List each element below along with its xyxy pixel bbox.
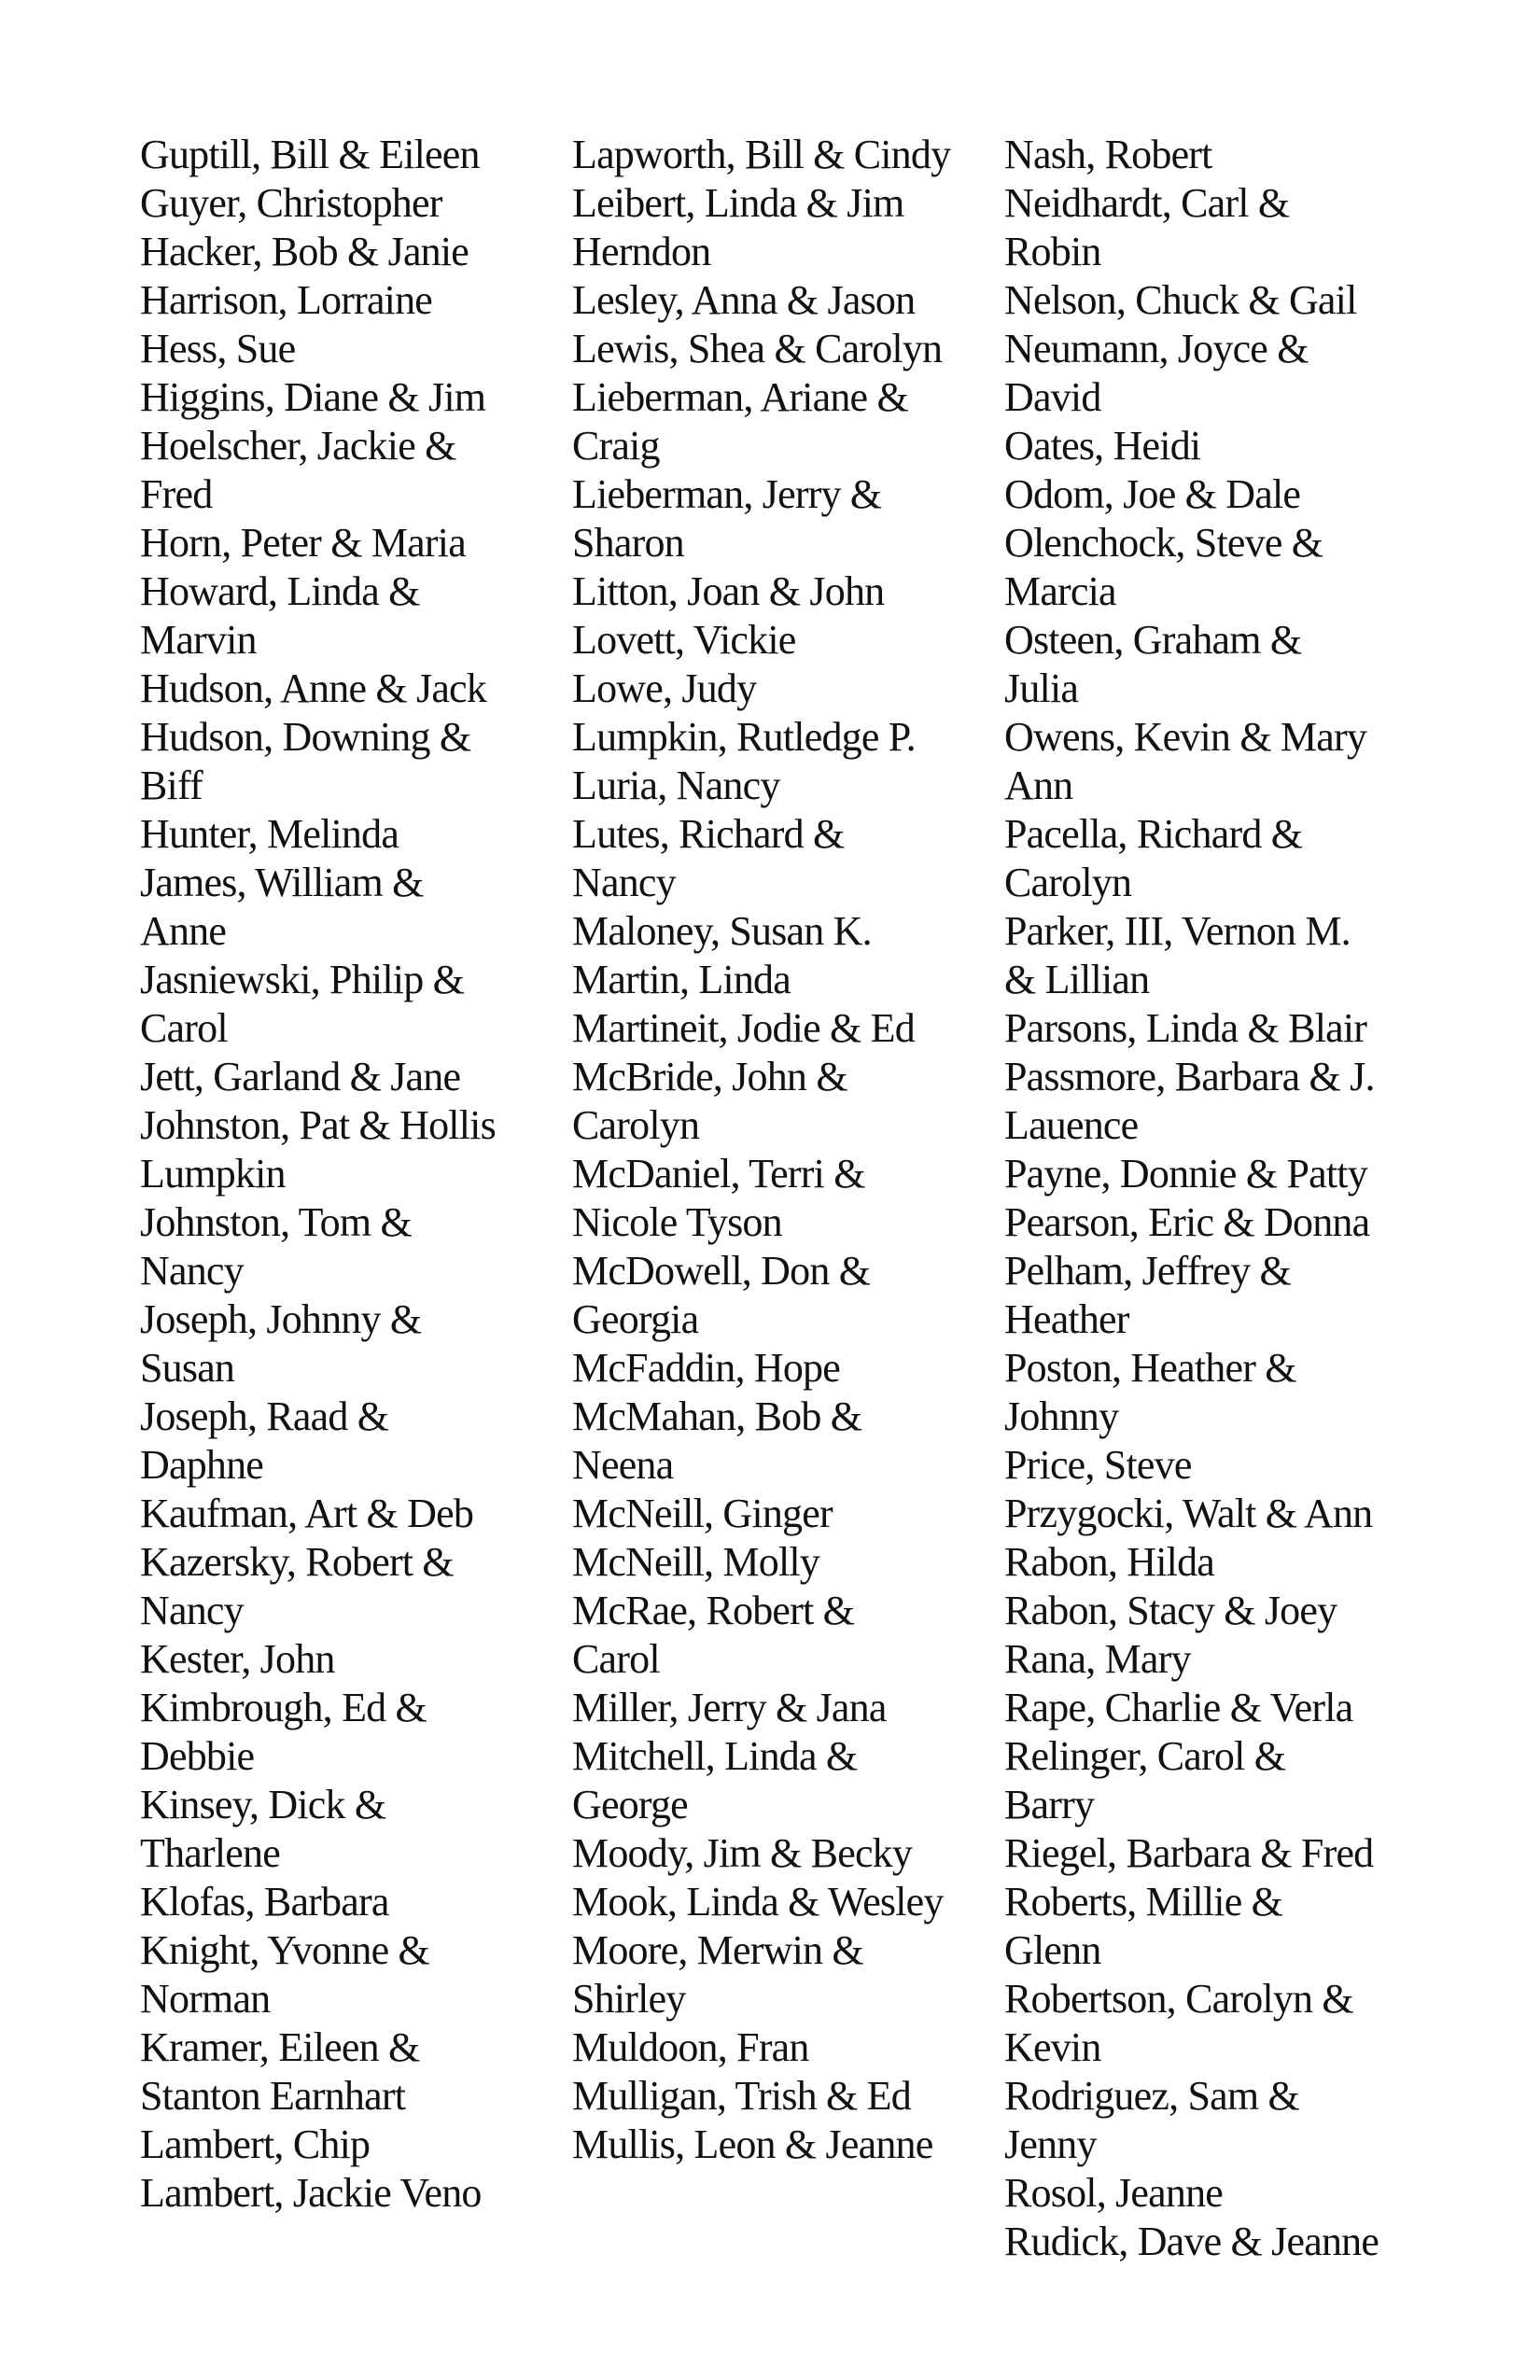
name-entry bbox=[572, 2121, 983, 2169]
name-entry-line: Harrison, Lorraine bbox=[140, 277, 433, 323]
name-entry-line: Owens, Kevin & Mary bbox=[1004, 714, 1367, 760]
name-entry-line: Ann bbox=[1004, 763, 1073, 808]
name-entry bbox=[572, 1150, 983, 1247]
name-entry-line: Przygocki, Walt & Ann bbox=[1004, 1491, 1373, 1536]
name-entry-line: Lumpkin, Rutledge P. bbox=[572, 714, 916, 760]
name-entry bbox=[140, 1538, 551, 1635]
name-entry bbox=[1004, 1053, 1415, 1150]
name-entry-line: Rudick, Dave & Jeanne bbox=[1004, 2219, 1379, 2264]
name-entry-line: Guptill, Bill & Eileen bbox=[140, 132, 480, 177]
name-entry-line: Moore, Merwin & bbox=[572, 1927, 863, 1973]
name-entry bbox=[572, 665, 983, 713]
name-entry bbox=[1004, 1635, 1415, 1684]
name-entry-line: David bbox=[1004, 374, 1101, 420]
name-entry bbox=[1004, 519, 1415, 616]
name-entry bbox=[1004, 1198, 1415, 1247]
name-entry-line: Neidhardt, Carl & bbox=[1004, 180, 1290, 226]
name-entry bbox=[572, 1878, 983, 1926]
name-entry bbox=[140, 859, 551, 956]
name-entry-line: Pearson, Eric & Donna bbox=[1004, 1199, 1370, 1245]
name-entry-line: Luria, Nancy bbox=[572, 763, 780, 808]
name-entry bbox=[572, 1538, 983, 1587]
name-entry-line: Martineit, Jodie & Ed bbox=[572, 1005, 915, 1051]
name-entry bbox=[572, 713, 983, 762]
name-entry-line: Kester, John bbox=[140, 1636, 335, 1682]
name-entry-line: Miller, Jerry & Jana bbox=[572, 1685, 887, 1730]
name-entry-line: Relinger, Carol & bbox=[1004, 1733, 1286, 1779]
name-entry-line: Hunter, Melinda bbox=[140, 811, 399, 857]
name-entry bbox=[572, 1004, 983, 1053]
name-entry bbox=[572, 1829, 983, 1878]
name-entry bbox=[140, 325, 551, 373]
name-entry bbox=[1004, 1975, 1415, 2072]
name-entry-line: Lesley, Anna & Jason bbox=[572, 277, 916, 323]
name-entry bbox=[140, 665, 551, 713]
name-entry-line: Rana, Mary bbox=[1004, 1636, 1191, 1682]
name-entry-line: James, William & bbox=[140, 860, 424, 905]
name-entry bbox=[1004, 2169, 1415, 2218]
name-entry bbox=[1004, 1247, 1415, 1344]
name-entry-line: Jett, Garland & Jane bbox=[140, 1054, 461, 1099]
name-entry bbox=[572, 1732, 983, 1829]
name-entry-line: Parker, III, Vernon M. bbox=[1004, 908, 1351, 954]
name-entry-line: McNeill, Ginger bbox=[572, 1491, 833, 1536]
name-entry bbox=[140, 1635, 551, 1684]
name-entry-line: Kinsey, Dick & bbox=[140, 1782, 386, 1827]
name-entry bbox=[140, 1926, 551, 2023]
name-entry bbox=[572, 1247, 983, 1344]
name-entry bbox=[572, 1393, 983, 1490]
name-entry bbox=[140, 2023, 551, 2121]
name-entry-line: Marcia bbox=[1004, 568, 1116, 614]
name-entry bbox=[572, 810, 983, 907]
name-entry-line: Litton, Joan & John bbox=[572, 568, 885, 614]
name-column-3 bbox=[1004, 131, 1415, 2266]
name-entry-line: Shirley bbox=[572, 1976, 686, 2022]
name-entry bbox=[140, 567, 551, 665]
name-entry-line: Kevin bbox=[1004, 2024, 1101, 2070]
name-entry bbox=[1004, 1490, 1415, 1538]
name-entry-line: Howard, Linda & bbox=[140, 568, 420, 614]
name-entry-line: Hacker, Bob & Janie bbox=[140, 229, 469, 274]
name-entry bbox=[572, 131, 983, 179]
name-entry-line: McMahan, Bob & bbox=[572, 1393, 862, 1439]
name-entry bbox=[572, 1053, 983, 1150]
name-entry-line: Glenn bbox=[1004, 1927, 1101, 1973]
name-entry bbox=[1004, 1150, 1415, 1198]
name-entry bbox=[572, 567, 983, 616]
name-entry-line: Parsons, Linda & Blair bbox=[1004, 1005, 1367, 1051]
name-entry bbox=[140, 1781, 551, 1878]
name-entry bbox=[572, 1684, 983, 1732]
name-entry-line: Fred bbox=[140, 471, 213, 517]
name-entry bbox=[1004, 1538, 1415, 1587]
name-entry-line: Daphne bbox=[140, 1442, 264, 1488]
name-entry-line: Jenny bbox=[1004, 2121, 1097, 2167]
name-entry-line: Hudson, Downing & bbox=[140, 714, 471, 760]
name-entry bbox=[140, 1393, 551, 1490]
name-entry-line: Passmore, Barbara & J. bbox=[1004, 1054, 1375, 1099]
name-entry-line: Biff bbox=[140, 763, 203, 808]
name-entry-line: Kaufman, Art & Deb bbox=[140, 1491, 474, 1536]
name-entry-line: Roberts, Millie & bbox=[1004, 1879, 1283, 1925]
name-entry-line: McRae, Robert & bbox=[572, 1588, 855, 1633]
name-entry-line: Knight, Yvonne & bbox=[140, 1927, 429, 1973]
name-entry-line: Rosol, Jeanne bbox=[1004, 2170, 1224, 2216]
name-entry-line: Tharlene bbox=[140, 1830, 280, 1876]
name-entry bbox=[572, 2023, 983, 2072]
name-entry-line: Johnny bbox=[1004, 1393, 1119, 1439]
name-entry-line: Neumann, Joyce & bbox=[1004, 326, 1309, 371]
name-entry-line: Lovett, Vickie bbox=[572, 617, 796, 663]
name-entry-line: Heather bbox=[1004, 1296, 1129, 1342]
name-entry-line: Julia bbox=[1004, 665, 1079, 711]
name-entry-line: Moody, Jim & Becky bbox=[572, 1830, 913, 1876]
name-entry bbox=[1004, 810, 1415, 907]
name-entry-line: McNeill, Molly bbox=[572, 1539, 820, 1585]
name-entry-line: Carolyn bbox=[1004, 860, 1132, 905]
name-entry-line: Muldoon, Fran bbox=[572, 2024, 809, 2070]
name-column-1 bbox=[140, 131, 551, 2218]
name-entry-line: Hess, Sue bbox=[140, 326, 296, 371]
name-entry-line: Kramer, Eileen & bbox=[140, 2024, 420, 2070]
name-entry-line: Robertson, Carolyn & bbox=[1004, 1976, 1353, 2022]
name-entry bbox=[1004, 1732, 1415, 1829]
name-entry bbox=[140, 713, 551, 810]
name-entry bbox=[1004, 907, 1415, 1004]
name-entry-line: Rabon, Hilda bbox=[1004, 1539, 1215, 1585]
name-entry-line: Higgins, Diane & Jim bbox=[140, 374, 486, 420]
name-entry bbox=[140, 1490, 551, 1538]
name-entry-line: Mullis, Leon & Jeanne bbox=[572, 2121, 933, 2167]
name-entry-line: Lauence bbox=[1004, 1102, 1139, 1148]
name-entry-line: Mitchell, Linda & bbox=[572, 1733, 858, 1779]
name-entry bbox=[140, 131, 551, 179]
name-entry bbox=[140, 2169, 551, 2218]
name-entry-line: Mulligan, Trish & Ed bbox=[572, 2073, 911, 2119]
name-entry-line: Nash, Robert bbox=[1004, 132, 1212, 177]
name-entry-line: & Lillian bbox=[1004, 957, 1150, 1002]
name-entry bbox=[1004, 2072, 1415, 2169]
name-entry bbox=[572, 325, 983, 373]
name-entry-line: Riegel, Barbara & Fred bbox=[1004, 1830, 1374, 1876]
name-entry-line: McDowell, Don & bbox=[572, 1248, 871, 1294]
name-entry-line: Debbie bbox=[140, 1733, 255, 1779]
name-entry-line: Joseph, Raad & bbox=[140, 1393, 389, 1439]
name-entry bbox=[572, 373, 983, 470]
name-entry-line: Nancy bbox=[572, 860, 676, 905]
name-entry bbox=[1004, 325, 1415, 422]
name-entry-line: Price, Steve bbox=[1004, 1442, 1192, 1488]
name-entry-line: Horn, Peter & Maria bbox=[140, 520, 466, 566]
name-entry bbox=[140, 810, 551, 859]
name-entry-line: Neena bbox=[572, 1442, 674, 1488]
name-entry bbox=[140, 179, 551, 228]
name-entry-line: Maloney, Susan K. bbox=[572, 908, 872, 954]
name-entry-line: Marvin bbox=[140, 617, 257, 663]
name-entry bbox=[572, 470, 983, 567]
name-entry-line: Joseph, Johnny & bbox=[140, 1296, 422, 1342]
name-entry bbox=[572, 1344, 983, 1393]
name-entry-line: Guyer, Christopher bbox=[140, 180, 442, 226]
name-entry bbox=[1004, 131, 1415, 179]
name-entry bbox=[140, 1198, 551, 1295]
name-entry-line: Anne bbox=[140, 908, 227, 954]
name-entry-line: Robin bbox=[1004, 229, 1101, 274]
name-entry-line: Carol bbox=[572, 1636, 660, 1682]
name-entry-line: McFaddin, Hope bbox=[572, 1345, 840, 1391]
name-entry-line: Odom, Joe & Dale bbox=[1004, 471, 1301, 517]
name-entry bbox=[140, 956, 551, 1053]
name-entry bbox=[140, 373, 551, 422]
name-entry-line: Lutes, Richard & bbox=[572, 811, 845, 857]
name-entry-line: Rape, Charlie & Verla bbox=[1004, 1685, 1353, 1730]
name-entry-line: Johnston, Tom & bbox=[140, 1199, 412, 1245]
name-entry-line: Lapworth, Bill & Cindy bbox=[572, 132, 951, 177]
name-entry-line: Oates, Heidi bbox=[1004, 423, 1201, 469]
name-entry bbox=[572, 2072, 983, 2121]
name-entry bbox=[1004, 2218, 1415, 2266]
name-entry bbox=[1004, 1004, 1415, 1053]
name-entry-line: Barry bbox=[1004, 1782, 1095, 1827]
name-entry-line: Lumpkin bbox=[140, 1151, 286, 1197]
name-entry-line: Johnston, Pat & Hollis bbox=[140, 1102, 496, 1148]
name-entry-line: Pacella, Richard & bbox=[1004, 811, 1303, 857]
name-entry-line: Osteen, Graham & bbox=[1004, 617, 1302, 663]
name-entry-line: Carolyn bbox=[572, 1102, 700, 1148]
name-entry bbox=[140, 422, 551, 519]
name-entry bbox=[1004, 1684, 1415, 1732]
name-entry-line: Rabon, Stacy & Joey bbox=[1004, 1588, 1337, 1633]
name-entry-line: Nancy bbox=[140, 1248, 244, 1294]
name-entry bbox=[572, 762, 983, 810]
name-entry-line: Herndon bbox=[572, 229, 711, 274]
name-entry-line: Mook, Linda & Wesley bbox=[572, 1879, 944, 1925]
name-entry-line: Kimbrough, Ed & bbox=[140, 1685, 427, 1730]
name-entry bbox=[572, 179, 983, 276]
name-entry-line: Stanton Earnhart bbox=[140, 2073, 406, 2119]
name-entry bbox=[140, 228, 551, 276]
name-entry-line: George bbox=[572, 1782, 688, 1827]
name-column-2 bbox=[572, 131, 983, 2169]
name-entry bbox=[1004, 470, 1415, 519]
name-entry bbox=[140, 276, 551, 325]
name-entry bbox=[140, 1053, 551, 1101]
name-entry bbox=[140, 1295, 551, 1393]
name-entry-line: Lambert, Jackie Veno bbox=[140, 2170, 482, 2216]
name-entry-line: Carol bbox=[140, 1005, 228, 1051]
name-entry-line: Hudson, Anne & Jack bbox=[140, 665, 486, 711]
name-entry-line: Poston, Heather & bbox=[1004, 1345, 1296, 1391]
name-entry-line: Leibert, Linda & Jim bbox=[572, 180, 904, 226]
name-entry bbox=[1004, 616, 1415, 713]
name-entry bbox=[1004, 1441, 1415, 1490]
name-entry-line: McDaniel, Terri & bbox=[572, 1151, 865, 1197]
name-entry-line: Nancy bbox=[140, 1588, 244, 1633]
name-entry bbox=[572, 1926, 983, 2023]
name-entry-line: Lowe, Judy bbox=[572, 665, 757, 711]
name-entry bbox=[1004, 713, 1415, 810]
name-entry bbox=[1004, 276, 1415, 325]
name-entry-line: Rodriguez, Sam & bbox=[1004, 2073, 1299, 2119]
name-entry-line: Hoelscher, Jackie & bbox=[140, 423, 456, 469]
name-entry-line: Payne, Donnie & Patty bbox=[1004, 1151, 1367, 1197]
name-entry-line: Kazersky, Robert & bbox=[140, 1539, 454, 1585]
name-entry bbox=[572, 1490, 983, 1538]
name-entry bbox=[1004, 179, 1415, 276]
name-entry bbox=[140, 1878, 551, 1926]
name-entry-line: Nicole Tyson bbox=[572, 1199, 782, 1245]
name-entry bbox=[1004, 1587, 1415, 1635]
name-entry-line: Nelson, Chuck & Gail bbox=[1004, 277, 1357, 323]
name-entry-line: Lambert, Chip bbox=[140, 2121, 371, 2167]
name-entry bbox=[140, 519, 551, 567]
name-entry bbox=[140, 1101, 551, 1198]
name-entry bbox=[140, 1684, 551, 1781]
name-entry-line: McBride, John & bbox=[572, 1054, 847, 1099]
name-entry-line: Lewis, Shea & Carolyn bbox=[572, 326, 943, 371]
name-entry-line: Jasniewski, Philip & bbox=[140, 957, 465, 1002]
name-entry bbox=[572, 276, 983, 325]
name-entry-line: Norman bbox=[140, 1976, 271, 2022]
name-entry-line: Olenchock, Steve & bbox=[1004, 520, 1323, 566]
name-entry-line: Sharon bbox=[572, 520, 684, 566]
name-entry-line: Susan bbox=[140, 1345, 235, 1391]
name-entry-line: Martin, Linda bbox=[572, 957, 791, 1002]
name-entry-line: Lieberman, Jerry & bbox=[572, 471, 882, 517]
name-entry bbox=[1004, 1829, 1415, 1878]
name-entry bbox=[140, 2121, 551, 2169]
name-entry bbox=[1004, 1878, 1415, 1975]
name-entry bbox=[1004, 422, 1415, 470]
name-entry bbox=[572, 616, 983, 665]
name-entry-line: Klofas, Barbara bbox=[140, 1879, 389, 1925]
name-entry-line: Georgia bbox=[572, 1296, 699, 1342]
name-entry-line: Pelham, Jeffrey & bbox=[1004, 1248, 1291, 1294]
name-entry bbox=[572, 1587, 983, 1684]
name-entry bbox=[572, 956, 983, 1004]
name-entry-line: Lieberman, Ariane & bbox=[572, 374, 908, 420]
name-entry-line: Craig bbox=[572, 423, 660, 469]
name-entry bbox=[1004, 1344, 1415, 1441]
name-entry bbox=[572, 907, 983, 956]
